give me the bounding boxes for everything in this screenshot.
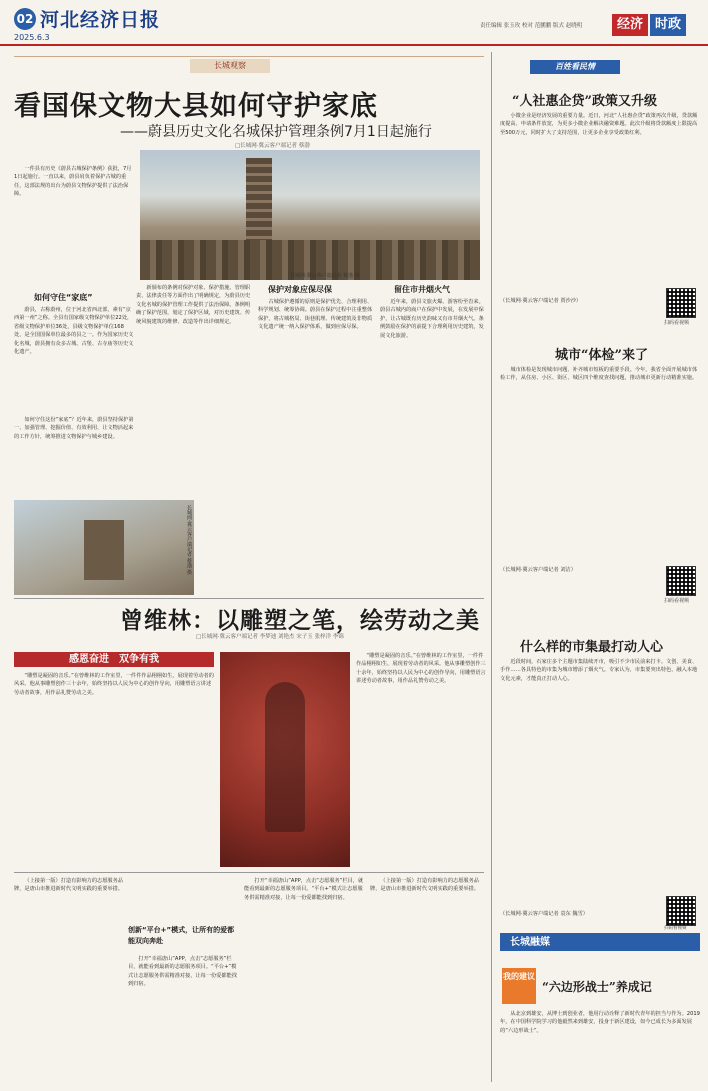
column-divider xyxy=(491,52,492,1082)
article2-headline: 城市“体检”来了 xyxy=(555,348,648,363)
sculpture-figure-shape xyxy=(265,682,305,832)
article3-text: 近段时间，石家庄多个主题市集陆续开市，吸引不少市民前来打卡。文创、美食、手作……各具特色的市集为城市增添了烟火气。专家认为，市集要突出特色，融入本地文化元素，才能真正打动人心。 xyxy=(500,659,698,682)
bottom-text-4: （上接第一版）打造有影响力的志愿服务品牌，是唐山市推进新时代文明实践的重要举措。 xyxy=(370,878,479,893)
section1-heading: 如何守住“家底” xyxy=(34,293,93,302)
qr-label-3: 扫码看视频 xyxy=(664,926,687,931)
article2-text: 城市体检是发现城市问题、补齐城市短板的重要手段。今年，我省全面开展城市体检工作，从住房、小区、街区、城区四个维度查找问题，推动城市更新行动精准实施。 xyxy=(500,367,698,382)
newspaper-masthead: 河北经济日报 xyxy=(40,9,161,31)
pagoda-photo xyxy=(140,150,480,280)
col3-heading: 保护对象应保尽保 xyxy=(268,285,332,294)
photo-vertical-caption: 长城网·冀云客户端记者 蔡渤 摄 xyxy=(186,505,192,575)
photo-caption: 长城网·冀云客户端记者 蔡渤 摄 xyxy=(290,273,360,279)
feature-intro: 一件县有历史《蔚县古城保护条例》获批，7月1日起施行。一直以来，蔚县肩负着保护古城的重任，这部法规的出台为蔚县文物保护提供了法治保障。 xyxy=(14,166,132,198)
qr-label-2: 扫码看视频 xyxy=(664,598,690,604)
feature-col4: 近年来，蔚县文旅火爆，游客纷至沓来。蔚县古城内的商户在保护中发展，在发展中保护，让古城既有历史韵味又有市井烟火气。条例鼓励在保护的前提下合理利用历史建筑，发展文化旅游。 xyxy=(380,299,484,339)
sculpture-photo xyxy=(220,652,350,867)
article1-byline: （长城网·冀云客户端记者 贾沙沙） xyxy=(500,298,582,304)
feature-subheadline: ——蔚县历史文化名城保护管理条例7月1日起施行 xyxy=(120,124,432,140)
feature-headline: 看国保文物大县如何守护家底 xyxy=(14,91,378,122)
bottom-rule xyxy=(14,872,484,873)
profile-text: “雕塑是凝固的音乐。”在曾维林的工作室里，一件件作品栩栩如生，展现着劳动者的风采。他从事雕塑创作三十余年，始终坚持以人民为中心的创作导向，用雕塑语言讲述劳动者故事，用作品礼赞劳动之美。 xyxy=(14,673,214,696)
qr-code-icon[interactable] xyxy=(666,566,696,596)
feature-rule xyxy=(14,56,484,57)
bottom-subheading: 创新“平台+”模式，让所有的爱都能双向奔赴 xyxy=(128,926,235,945)
qr-code-icon[interactable] xyxy=(666,288,696,318)
box-headline: “六边形战士”养成记 xyxy=(542,980,652,994)
qr-label-1: 扫码看视频 xyxy=(664,320,690,326)
bottom-text-3: 打开“幸福唐山”APP，点击“志愿服务”栏目，就能看到最新的志愿服务项目。“平台+”模式让志愿服务供需精准对接，让每一份爱都能找到归宿。 xyxy=(244,878,364,901)
suggestion-tag: 我的建议 xyxy=(502,968,536,1004)
profile-headline: 曾维林：以雕塑之笔，绘劳动之美 xyxy=(120,607,480,634)
article1-headline: “人社惠企贷”政策又升级 xyxy=(512,94,657,109)
page-number: 02 xyxy=(14,8,36,30)
article1-text: 小微企业是经济发展的重要力量。近日，河北“人社惠企贷”政策再次升级，贷款额度提高、申请条件放宽，为更多小微企业解决融资难题。此次升级将贷款额度上限提高至500万元，同时扩大了支持范围，让更多企业享受政策红利。 xyxy=(500,113,698,136)
bottom-text-2: 打开“幸福唐山”APP，点击“志愿服务”栏目，就能看到最新的志愿服务项目。“平台+”模式让志愿服务供需精准对接，让每一份爱都能找到归宿。 xyxy=(128,956,237,988)
feature-tag: 长城观察 xyxy=(190,59,270,73)
street-photo xyxy=(14,500,194,595)
article3-headline: 什么样的市集最打动人心 xyxy=(520,640,664,655)
article2-byline: （长城网·冀云客户端记者 刘洁） xyxy=(500,567,576,573)
column-tag: 百姓看民情 xyxy=(530,60,620,74)
section1-text: 蔚县，古称蔚州，位于河北省西北部，素有“京西第一州”之称。全县有国家级文物保护单位22处，省级文物保护单位36处，县级文物保护单位168处，是全国国保单位最多的县之一。作为国家历史文化名城，蔚县拥有众多古城、古堡、古寺庙等历史文化遗产。 xyxy=(14,307,134,356)
bottom-text-1: （上接第一版）打造有影响力的志愿服务品牌，是唐山市推进新时代文明实践的重要举措。 xyxy=(14,878,123,893)
section-tag-politics: 时政 xyxy=(650,14,686,36)
article3-byline: （长城网·冀云客户端记者 袁东 魏雪） xyxy=(500,911,588,917)
profile-rule xyxy=(14,598,484,599)
col4-heading: 留住市井烟火气 xyxy=(394,285,450,294)
gate-tower-shape xyxy=(84,520,124,580)
editor-credits: 责任编辑 张玉玫 校对 范鹏鹏 版式 赵晓明 xyxy=(480,23,583,29)
campaign-band: 感恩奋进 双争有我 xyxy=(14,652,214,667)
media-box-header: 长城融媒 xyxy=(500,935,700,951)
feature-byline: □长城网·冀云客户端记者 蔡渤 xyxy=(235,143,310,149)
section-tag-economy: 经济 xyxy=(612,14,648,36)
issue-date: 2025.6.3 xyxy=(14,33,50,42)
profile-byline: □长城网·冀云客户端记者 李梦迪 刘艳杰 宋子玉 张梓洋 李锦 xyxy=(196,634,344,640)
profile-text-continued: “雕塑是凝固的音乐。”在曾维林的工作室里，一件件作品栩栩如生，展现着劳动者的风采。他从事雕塑创作三十余年，始终坚持以人民为中心的创作导向，用雕塑语言讲述劳动者故事，用作品礼赞劳动之美。 xyxy=(356,653,486,685)
qr-code-icon[interactable] xyxy=(666,896,696,926)
feature-col3: 古城保护遵循的原则是保护优先、合理利用、科学规划、统筹协调。蔚县在保护过程中注重整体保护，将古城格局、街巷肌理、传统建筑及非物质文化遗产统一纳入保护体系，做到应保尽保。 xyxy=(258,299,373,331)
section1-text-2: 如何守住这份“家底”？近年来，蔚县坚持保护第一、加强管理、挖掘价值、有效利用、让文物活起来的工作方针，统筹推进文物保护与城乡建设。 xyxy=(14,417,134,440)
feature-col2: 新颁布的条例对保护对象、保护措施、管理职责、法律责任等方面作出了明确规定，为蔚县历史文化名城的保护管理工作提供了法治保障。条例明确了保护范围，划定了保护区域，对历史建筑、传统风貌建筑的维修、改造等作出详细规定。 xyxy=(136,285,251,325)
box-text: 从北京到雄安，从博士到创业者，他用行动诠释了新时代青年的担当与作为。2019年，在中国科学院学习的他毅然来到雄安，投身于新区建设，如今已成长为多面发展的“六边形战士”。 xyxy=(500,1011,700,1034)
